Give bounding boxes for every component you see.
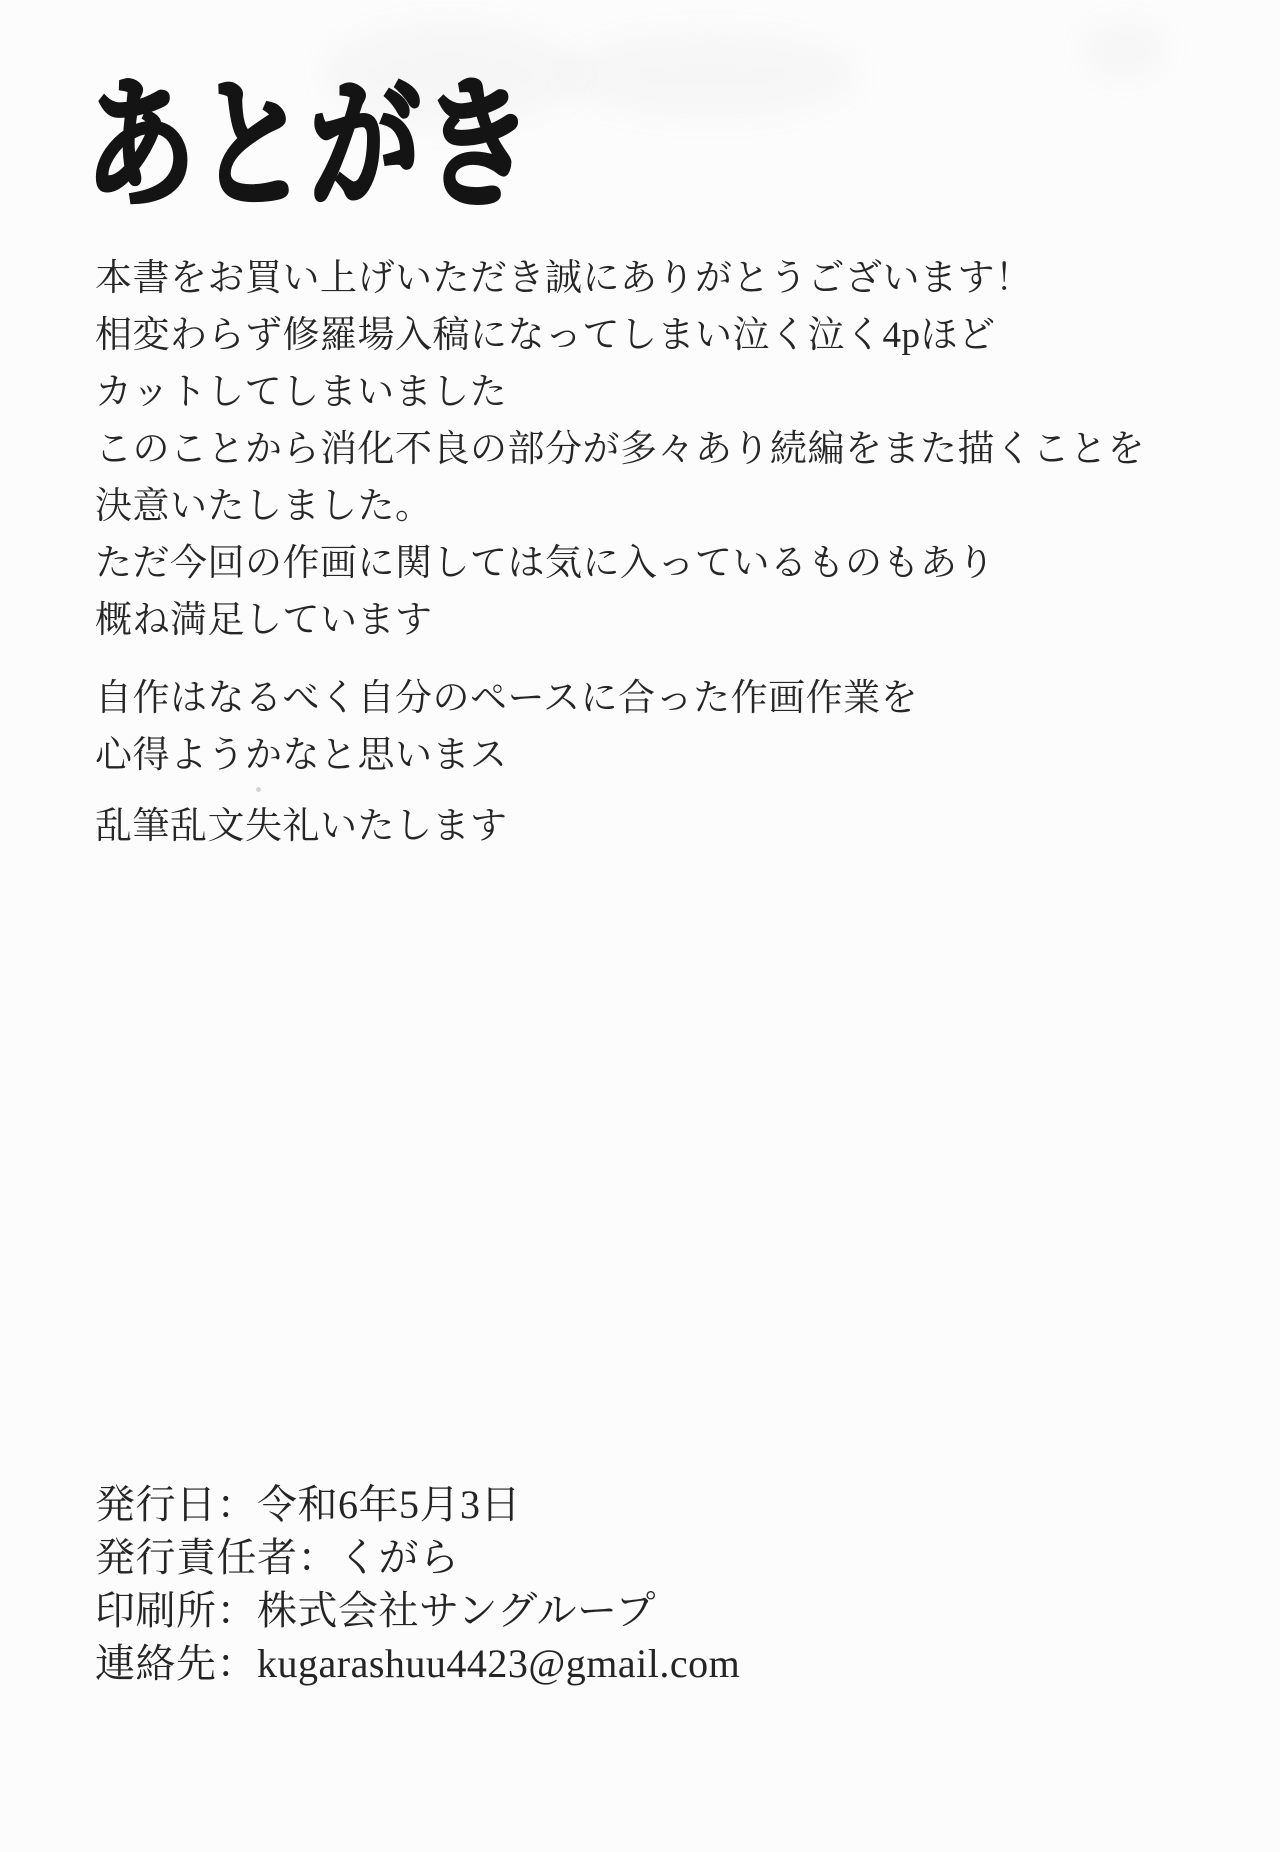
colophon <box>95 1478 740 1690</box>
body-text-line: 自作はなるべく自分のペースに合った作画作業を <box>95 678 919 719</box>
colophon-contact-email: 連絡先：kugarashuu4423@gmail.com <box>95 1641 741 1686</box>
afterword-paragraph-plans <box>95 670 918 784</box>
afterword-paragraph-closing <box>95 798 508 855</box>
scan-artifact <box>1080 20 1170 80</box>
colophon-publication-date: 発行日：令和6年5月3日 <box>95 1482 521 1527</box>
body-text-line: 決意いたしました。 <box>95 486 433 527</box>
body-text-line: 相変わらず修羅場入稿になってしまい泣く泣く4pほど <box>95 315 996 356</box>
scan-speck <box>256 787 261 792</box>
colophon-printer: 印刷所：株式会社サングループ <box>95 1588 656 1633</box>
body-text-line: 心得ようかなと思いまス <box>95 735 508 776</box>
body-text-line: 概ね満足しています <box>95 600 433 641</box>
scan-artifact <box>560 30 860 120</box>
body-text-line: 乱筆乱文失礼いたします <box>95 806 508 847</box>
body-text-line: このことから消化不良の部分が多々あり続編をまた描くことを <box>95 429 1145 470</box>
afterword-paragraph-thanks <box>95 250 1145 649</box>
page-title: あとがき <box>85 63 535 228</box>
body-text-line: ただ今回の作画に関しては気に入っているものもあり <box>95 543 995 584</box>
body-text-line: 本書をお買い上げいただき誠にありがとうございます！ <box>95 258 1033 299</box>
body-text-line: カットしてしまいました <box>95 372 508 413</box>
colophon-publisher: 発行責任者：くがら <box>95 1535 460 1580</box>
